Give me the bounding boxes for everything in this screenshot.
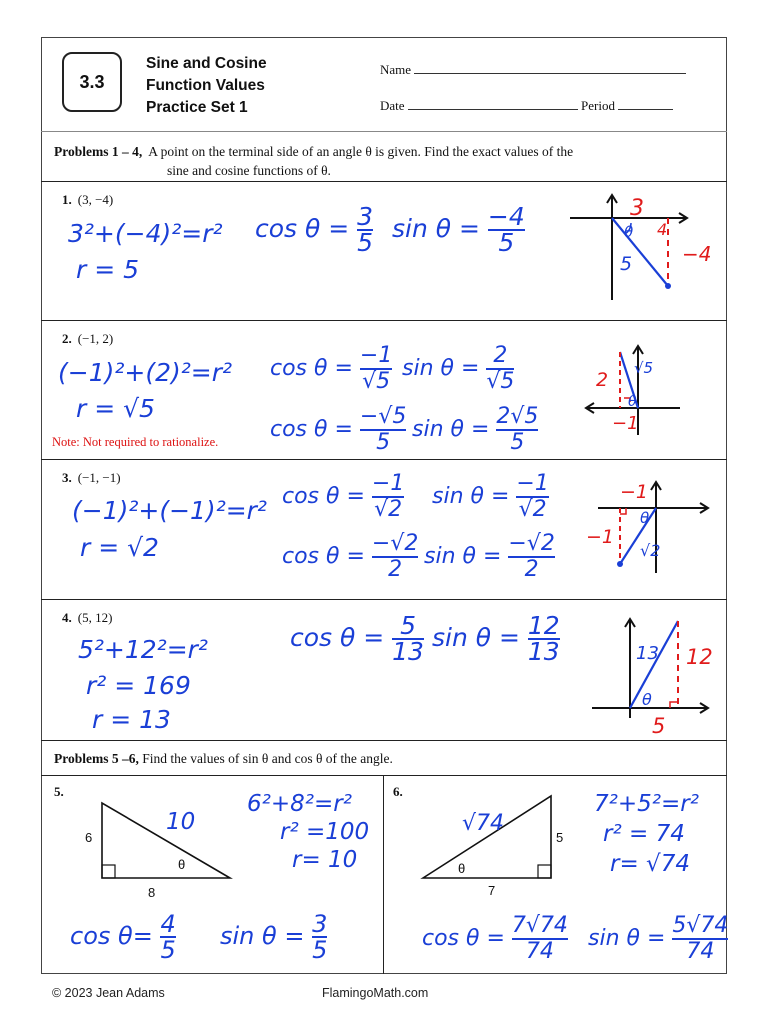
problem-5-angle: θ [178,857,186,872]
problem-3-work-1: (−1)²+(−1)²=r² [72,496,267,525]
problem-3-sin: sin θ = $\frac{-1}{√2}$ [432,471,549,522]
problem-3-sin-rationalized: sin θ = $\frac{-√2}{2}$ [424,531,555,582]
problem-6-work-3: r= √74 [610,851,690,877]
problem-4-graph-x-label: 5 [652,714,666,738]
name-label: Name [380,62,412,77]
period-label: Period [581,98,615,113]
problem-3-cos-rationalized: cos θ = $\frac{-√2}{2}$ [282,531,419,582]
problem-4-graph-r-label: 13 [636,643,659,664]
header-divider [41,131,727,132]
title-line-1: Sine and Cosine [146,55,267,72]
problem-6-work-1: 7²+5²=r² [594,791,699,817]
problem-1-work-2: r = 5 [76,255,140,284]
instructions-1-4-line2: sine and cosine functions of θ. [167,163,331,178]
divider-2 [41,320,727,321]
instructions-1-4-line1: A point on the terminal side of an angle θ is given. Find the exact values of the [148,144,574,159]
problem-5-hyp: 10 [166,809,196,835]
date-label: Date [380,98,405,113]
problem-4-graph-y-label: 12 [686,645,713,669]
problem-2-label: 2. (−1, 2) [62,331,114,346]
problem-2-sin: sin θ = $\frac{2}{√5}$ [402,343,515,394]
instructions-5-6 [54,749,393,768]
problem-1-graph-x-label: 3 [630,196,644,221]
problem-2-work-1: (−1)²+(2)²=r² [58,358,233,387]
problem-4-sin: sin θ = $\frac{12}{13}$ [432,611,560,666]
problem-6-side-right: 5 [556,830,564,845]
problem-5-cos: cos θ= $\frac{4}{5}$ [70,910,176,964]
problem-3-cos: cos θ = $\frac{-1}{√2}$ [282,471,405,522]
instructions-5-6-text: Find the values of sin θ and cos θ of the angle. [142,751,393,766]
problem-1-graph-r-label: 5 [620,253,633,275]
divider-5 [41,740,727,741]
divider-1 [41,181,727,182]
instructions-1-4-bold: Problems 1 – 4, [54,144,143,159]
footer-copyright: © 2023 Jean Adams [52,986,165,1000]
problem-6-cos: cos θ = $\frac{7√74}{74}$ [422,913,568,964]
problem-5-label: 5. [54,784,64,799]
problem-1-graph-tick: 4 [657,220,668,239]
section-number-box [62,52,122,112]
problem-5-work-2: r² =100 [280,819,370,845]
divider-3 [41,459,727,460]
problem-2-work-2: r = √5 [76,394,155,423]
section-number: 3.3 [79,71,105,92]
problem-6-label: 6. [393,784,403,799]
instructions-1-4 [54,142,573,180]
divider-6 [41,775,727,776]
problem-1-graph-y-label: −4 [682,242,712,266]
problem-1-label: 1. (3, −4) [62,192,114,207]
problem-6-work-2: r² = 74 [603,821,685,847]
problem-3-work-2: r = √2 [80,533,159,562]
title-line-2: Function Values [146,77,265,94]
footer-site-link[interactable]: FlamingoMath.com [322,986,429,1000]
problem-4-graph-angle: θ [642,690,652,709]
problem-2-cos-rationalized: cos θ = $\frac{-√5}{5}$ [270,404,407,455]
problem-6-hyp: √74 [462,811,505,836]
problem-4-cos: cos θ = $\frac{5}{13}$ [290,611,424,666]
problem-2-cos: cos θ = $\frac{-1}{√5}$ [270,343,393,394]
problem-3-graph-angle: θ [640,509,650,527]
problem-6-side-bottom: 7 [488,883,496,898]
problem-5-side-left: 6 [85,830,93,845]
problem-3-label: 3. (−1, −1) [62,470,121,485]
problem-5-triangle [90,795,240,885]
problem-2-graph-angle: θ [628,394,637,410]
problem-2-sin-rationalized: sin θ = $\frac{2√5}{5}$ [412,404,539,455]
problem-4-label: 4. (5, 12) [62,610,113,625]
name-line [414,61,686,74]
problem-3-graph-r-label: √2 [640,541,661,560]
problem-2-graph-y-label: 2 [596,369,609,391]
problem-4-work-3: r = 13 [92,705,171,734]
problem-3-graph-x-label: −1 [620,481,649,503]
problem-6-angle: θ [458,861,466,876]
problem-5-sin: sin θ = $\frac{3}{5}$ [220,910,328,964]
problem-1-graph-angle: θ [624,223,634,241]
name-field[interactable] [380,61,686,78]
problem-5-work-1: 6²+8²=r² [247,791,352,817]
problem-1-cos: cos θ = $\frac{3}{5}$ [255,202,374,257]
problem-4-work-1: 5²+12²=r² [78,635,208,664]
problem-2-graph-r-label: √5 [634,359,654,377]
period-line [618,97,673,110]
problem-2-graph-x-label: −1 [612,413,639,434]
divider-vertical [383,775,384,974]
problem-1-sin: sin θ = $\frac{-4}{5}$ [392,202,525,257]
problem-5-work-3: r= 10 [292,847,358,873]
date-line [408,97,578,110]
problem-2-note: Note: Not required to rationalize. [52,435,219,449]
problem-1-work-1: 3²+(−4)²=r² [68,219,223,248]
date-field[interactable] [380,97,673,114]
divider-4 [41,599,727,600]
problem-3-graph-y-label: −1 [586,526,615,548]
title-line-3: Practice Set 1 [146,99,248,116]
instructions-5-6-bold: Problems 5 –6, [54,751,139,766]
problem-6-sin: sin θ = $\frac{5√74}{74}$ [588,913,729,964]
problem-4-work-2: r² = 169 [86,671,191,700]
problem-5-side-bottom: 8 [148,885,156,900]
worksheet-title [146,53,267,119]
